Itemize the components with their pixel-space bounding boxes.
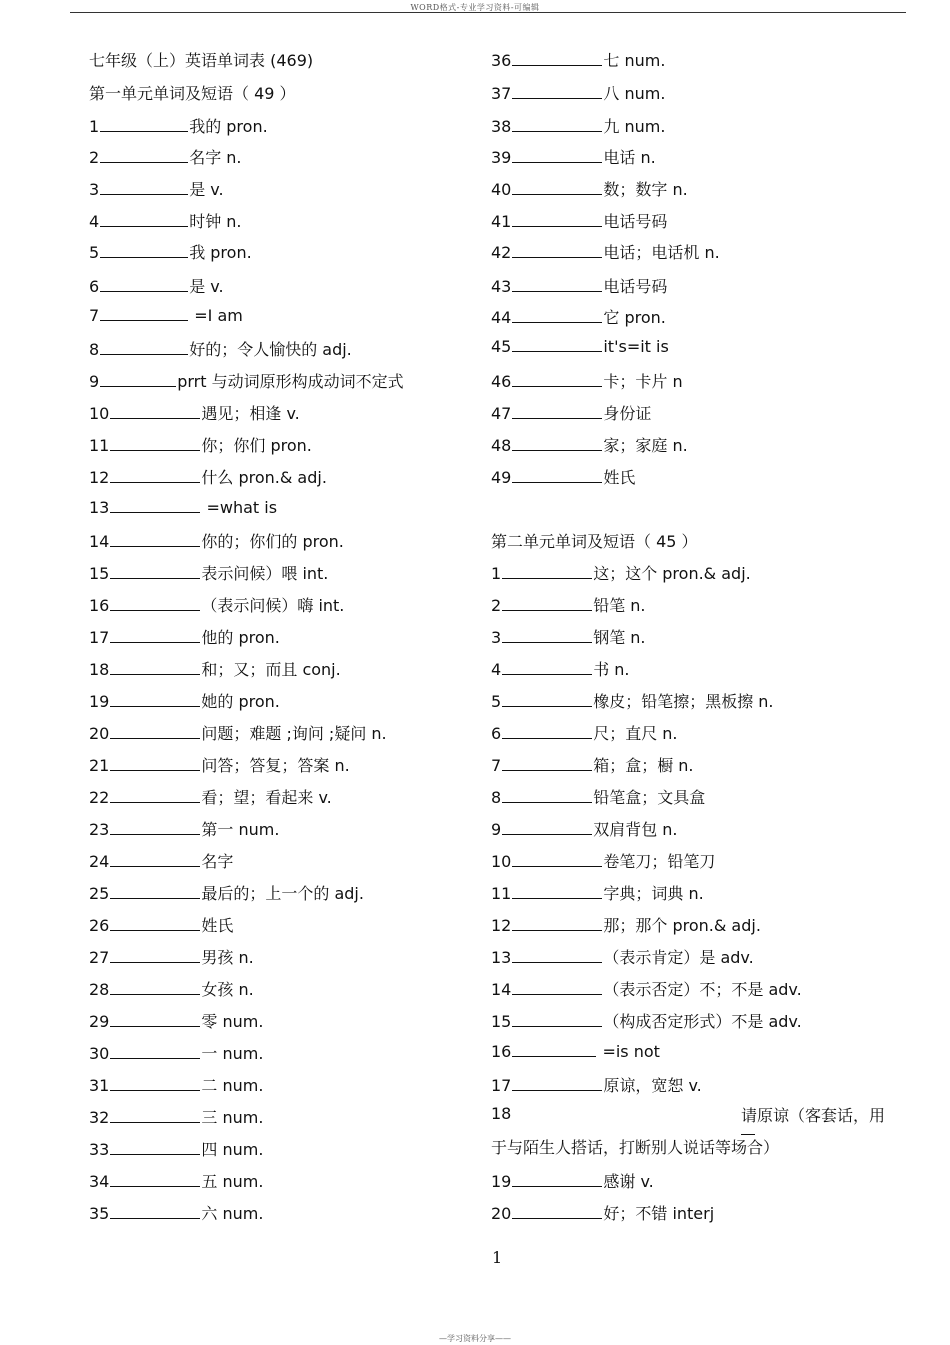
answer-blank[interactable] xyxy=(512,277,602,292)
entry-definition: 数；数字 n. xyxy=(603,180,688,199)
entry-number: 21 xyxy=(89,756,110,775)
vocab-entry xyxy=(491,1204,714,1224)
answer-blank[interactable] xyxy=(110,916,200,931)
answer-blank[interactable] xyxy=(110,1108,200,1123)
entry-number: 13 xyxy=(89,498,110,517)
vocab-entry xyxy=(89,1140,263,1160)
vocab-entry xyxy=(491,468,635,488)
vocab-entry xyxy=(89,916,233,936)
answer-blank[interactable] xyxy=(512,243,602,258)
answer-blank[interactable] xyxy=(100,277,188,292)
entry-definition: 零 num. xyxy=(201,1012,264,1031)
entry-definition: 七 num. xyxy=(603,51,666,70)
entry-definition: 他的 pron. xyxy=(201,628,280,647)
entry-definition: 这；这个 pron.& adj. xyxy=(593,564,751,583)
entry-definition: 我 pron. xyxy=(189,243,252,262)
page-number: 1 xyxy=(492,1248,503,1267)
answer-blank[interactable] xyxy=(512,180,602,195)
entry-number: 31 xyxy=(89,1076,110,1095)
vocab-entry xyxy=(89,692,280,712)
entry-number: 40 xyxy=(491,180,512,199)
entry-number: 11 xyxy=(491,884,512,903)
entry-definition: 四 num. xyxy=(201,1140,264,1159)
entry-number: 30 xyxy=(89,1044,110,1063)
answer-blank[interactable] xyxy=(110,596,200,611)
answer-blank[interactable] xyxy=(502,692,592,707)
entry-definition: 表示问候）喂 int. xyxy=(201,564,329,583)
answer-blank[interactable] xyxy=(512,468,602,483)
answer-blank[interactable] xyxy=(512,1204,602,1219)
answer-blank[interactable] xyxy=(100,180,188,195)
vocab-entry xyxy=(89,1044,263,1064)
vocab-entry xyxy=(491,308,666,328)
entry-number: 2 xyxy=(89,148,100,167)
entry-number: 49 xyxy=(491,468,512,487)
answer-blank[interactable] xyxy=(100,243,188,258)
vocab-entry xyxy=(89,852,233,872)
answer-blank[interactable] xyxy=(512,1042,596,1057)
vocab-entry xyxy=(89,1172,263,1192)
entry-number: 25 xyxy=(89,884,110,903)
answer-blank[interactable] xyxy=(502,724,592,739)
entry-definition: 电话；电话机 n. xyxy=(603,243,720,262)
entry-definition: 什么 pron.& adj. xyxy=(201,468,327,487)
entry-definition: 看；望；看起来 v. xyxy=(201,788,332,807)
entry-number: 5 xyxy=(89,243,100,262)
vocab-entry xyxy=(89,277,224,297)
entry-number: 11 xyxy=(89,436,110,455)
entry-number: 12 xyxy=(89,468,110,487)
entry-number: 37 xyxy=(491,84,512,103)
entry-definition: （构成否定形式）不是 adv. xyxy=(603,1012,802,1031)
entry-definition: 橡皮；铅笔擦；黑板擦 n. xyxy=(593,692,774,711)
vocab-entry xyxy=(89,564,328,584)
answer-blank[interactable] xyxy=(110,404,200,419)
entry-number: 16 xyxy=(491,1042,512,1061)
answer-blank[interactable] xyxy=(110,1204,200,1219)
entry-number: 13 xyxy=(491,948,512,967)
entry-definition: 五 num. xyxy=(201,1172,264,1191)
entry-number: 17 xyxy=(89,628,110,647)
entry-number: 18 xyxy=(89,660,110,679)
answer-blank[interactable] xyxy=(512,1076,602,1091)
entry-number: 3 xyxy=(89,180,100,199)
vocab-entry xyxy=(491,84,665,104)
vocab-entry xyxy=(491,436,688,456)
entry-18-mark xyxy=(741,1134,755,1135)
answer-blank[interactable] xyxy=(512,337,602,352)
vocab-entry xyxy=(89,628,280,648)
vocab-entry xyxy=(89,660,341,680)
entry-definition: 男孩 n. xyxy=(201,948,254,967)
entry-number: 5 xyxy=(491,692,502,711)
vocab-entry xyxy=(491,788,705,808)
answer-blank[interactable] xyxy=(512,980,602,995)
vocab-entry xyxy=(491,1042,660,1062)
answer-blank[interactable] xyxy=(512,148,602,163)
vocab-entry xyxy=(89,724,387,744)
vocab-entry xyxy=(491,1012,802,1032)
answer-blank[interactable] xyxy=(110,1076,200,1091)
vocab-entry xyxy=(491,660,630,680)
entry-number: 15 xyxy=(491,1012,512,1031)
answer-blank[interactable] xyxy=(110,1044,200,1059)
vocab-entry xyxy=(491,372,683,392)
answer-blank[interactable] xyxy=(110,1172,200,1187)
entry-number: 19 xyxy=(491,1172,512,1191)
answer-blank[interactable] xyxy=(110,1140,200,1155)
unit1-heading: 第一单元单词及短语（ 49 ） xyxy=(89,84,296,103)
entry-number: 33 xyxy=(89,1140,110,1159)
vocab-entry xyxy=(89,980,254,1000)
entry-number: 23 xyxy=(89,820,110,839)
entry-definition: 一 num. xyxy=(201,1044,264,1063)
entry-number: 24 xyxy=(89,852,110,871)
vocab-entry xyxy=(89,340,352,360)
vocab-entry xyxy=(491,724,678,744)
vocab-entry xyxy=(89,148,242,168)
answer-blank[interactable] xyxy=(502,628,592,643)
vocab-entry xyxy=(89,306,243,326)
entry-number: 2 xyxy=(491,596,502,615)
vocab-entry xyxy=(491,884,704,904)
entry-definition: 箱；盒；橱 n. xyxy=(593,756,694,775)
answer-blank[interactable] xyxy=(110,1012,200,1027)
entry-number: 7 xyxy=(89,306,100,325)
vocab-entry xyxy=(491,277,667,297)
entry-number: 9 xyxy=(491,820,502,839)
header-divider xyxy=(70,12,906,13)
entry-definition: 三 num. xyxy=(201,1108,264,1127)
entry-number: 19 xyxy=(89,692,110,711)
entry-number: 4 xyxy=(89,212,100,231)
entry-definition: 名字 n. xyxy=(189,148,242,167)
answer-blank[interactable] xyxy=(100,117,188,132)
vocab-entry xyxy=(89,820,279,840)
answer-blank[interactable] xyxy=(512,308,602,323)
entry-number: 14 xyxy=(491,980,512,999)
vocab-entry xyxy=(89,1204,263,1224)
entry-definition: （表示肯定）是 adv. xyxy=(603,948,754,967)
entry-number: 4 xyxy=(491,660,502,679)
answer-blank[interactable] xyxy=(110,788,200,803)
entry-definition: =what is xyxy=(201,498,278,517)
vocab-entry xyxy=(491,180,688,200)
entry-number: 7 xyxy=(491,756,502,775)
answer-blank[interactable] xyxy=(512,372,602,387)
entry-number: 42 xyxy=(491,243,512,262)
vocab-entry xyxy=(491,1172,654,1192)
entry-definition: 二 num. xyxy=(201,1076,264,1095)
entry-definition: 字典；词典 n. xyxy=(603,884,704,903)
entry-definition: 是 v. xyxy=(189,180,224,199)
entry-definition: 八 num. xyxy=(603,84,666,103)
entry-number: 43 xyxy=(491,277,512,296)
entry-definition: 是 v. xyxy=(189,277,224,296)
entry-definition: 电话号码 xyxy=(603,277,668,296)
answer-blank[interactable] xyxy=(110,820,200,835)
entry-number: 17 xyxy=(491,1076,512,1095)
vocab-entry xyxy=(491,756,694,776)
entry-number: 45 xyxy=(491,337,512,356)
entry-number: 1 xyxy=(491,564,502,583)
answer-blank[interactable] xyxy=(110,468,200,483)
entry-definition: 家；家庭 n. xyxy=(603,436,688,455)
entry-number: 36 xyxy=(491,51,512,70)
answer-blank[interactable] xyxy=(512,404,602,419)
vocab-entry xyxy=(491,852,715,872)
entry-number: 16 xyxy=(89,596,110,615)
vocab-entry xyxy=(491,1076,702,1096)
entry-number: 10 xyxy=(491,852,512,871)
vocab-entry xyxy=(89,404,300,424)
vocab-entry xyxy=(89,180,224,200)
vocab-entry xyxy=(89,596,344,616)
answer-blank[interactable] xyxy=(110,660,200,675)
vocab-entry xyxy=(491,948,754,968)
answer-blank[interactable] xyxy=(512,51,602,66)
answer-blank[interactable] xyxy=(110,884,200,899)
entry-18-text-line1: 请原谅（客套话，用 xyxy=(741,1106,886,1125)
answer-blank[interactable] xyxy=(512,117,602,132)
page-header: WORD格式-专业学习资料-可编辑 xyxy=(410,3,540,12)
entry-definition: 感谢 v. xyxy=(603,1172,654,1191)
entry-18-number: 18 xyxy=(491,1104,512,1123)
answer-blank[interactable] xyxy=(502,564,592,579)
entry-number: 12 xyxy=(491,916,512,935)
vocab-entry xyxy=(89,436,312,456)
entry-number: 32 xyxy=(89,1108,110,1127)
entry-number: 14 xyxy=(89,532,110,551)
entry-number: 48 xyxy=(491,436,512,455)
answer-blank[interactable] xyxy=(110,724,200,739)
entry-definition: 你；你们 pron. xyxy=(201,436,312,455)
entry-definition: 卷笔刀；铅笔刀 xyxy=(603,852,716,871)
answer-blank[interactable] xyxy=(110,564,200,579)
vocab-entry xyxy=(89,884,364,904)
entry-number: 6 xyxy=(89,277,100,296)
answer-blank[interactable] xyxy=(512,916,602,931)
vocab-entry xyxy=(89,788,332,808)
answer-blank[interactable] xyxy=(512,212,602,227)
entry-definition: 她的 pron. xyxy=(201,692,280,711)
answer-blank[interactable] xyxy=(100,340,188,355)
vocab-entry xyxy=(89,1012,263,1032)
answer-blank[interactable] xyxy=(110,498,200,513)
answer-blank[interactable] xyxy=(512,1012,602,1027)
vocab-entry xyxy=(89,948,254,968)
entry-definition: 书 n. xyxy=(593,660,630,679)
vocab-entry xyxy=(491,117,665,137)
vocab-entry xyxy=(89,468,327,488)
answer-blank[interactable] xyxy=(110,532,200,547)
entry-number: 26 xyxy=(89,916,110,935)
answer-blank[interactable] xyxy=(100,306,188,321)
entry-definition: 女孩 n. xyxy=(201,980,254,999)
answer-blank[interactable] xyxy=(512,84,602,99)
answer-blank[interactable] xyxy=(100,212,188,227)
answer-blank[interactable] xyxy=(110,628,200,643)
answer-blank[interactable] xyxy=(512,948,602,963)
entry-definition: 身份证 xyxy=(603,404,652,423)
entry-number: 3 xyxy=(491,628,502,647)
entry-number: 35 xyxy=(89,1204,110,1223)
entry-number: 20 xyxy=(491,1204,512,1223)
entry-definition: 好的；令人愉快的 adj. xyxy=(189,340,352,359)
entry-number: 8 xyxy=(89,340,100,359)
entry-number: 44 xyxy=(491,308,512,327)
entry-number: 28 xyxy=(89,980,110,999)
answer-blank[interactable] xyxy=(110,852,200,867)
entry-number: 15 xyxy=(89,564,110,583)
vocab-entry xyxy=(89,372,404,392)
vocab-entry xyxy=(491,337,669,357)
entry-definition: 问答；答复；答案 n. xyxy=(201,756,350,775)
vocab-entry xyxy=(491,596,646,616)
vocab-entry xyxy=(491,148,656,168)
entry-definition: 电话 n. xyxy=(603,148,656,167)
entry-number: 20 xyxy=(89,724,110,743)
entry-definition: 那；那个 pron.& adj. xyxy=(603,916,761,935)
answer-blank[interactable] xyxy=(502,756,592,771)
answer-blank[interactable] xyxy=(502,820,592,835)
vocab-entry xyxy=(491,51,665,71)
entry-definition: 尺；直尺 n. xyxy=(593,724,678,743)
entry-definition: 双肩背包 n. xyxy=(593,820,678,839)
vocab-entry xyxy=(491,564,751,584)
answer-blank[interactable] xyxy=(110,692,200,707)
entry-definition: 姓氏 xyxy=(603,468,636,487)
answer-blank[interactable] xyxy=(502,596,592,611)
vocab-entry xyxy=(491,212,667,232)
entry-definition: （表示否定）不；不是 adv. xyxy=(603,980,802,999)
answer-blank[interactable] xyxy=(100,148,188,163)
answer-blank[interactable] xyxy=(512,884,602,899)
answer-blank[interactable] xyxy=(502,660,592,675)
entry-definition: 最后的；上一个的 adj. xyxy=(201,884,364,903)
entry-number: 46 xyxy=(491,372,512,391)
vocab-entry xyxy=(491,980,802,1000)
vocab-entry xyxy=(491,628,646,648)
entry-number: 8 xyxy=(491,788,502,807)
answer-blank[interactable] xyxy=(512,1172,602,1187)
entry-number: 29 xyxy=(89,1012,110,1031)
entry-definition: =is not xyxy=(597,1042,660,1061)
entry-definition: 原谅，宽恕 v. xyxy=(603,1076,702,1095)
entry-definition: 九 num. xyxy=(603,117,666,136)
vocab-entry xyxy=(491,243,720,263)
entry-definition: 我的 pron. xyxy=(189,117,268,136)
entry-number: 10 xyxy=(89,404,110,423)
document-title: 七年级（上）英语单词表 (469) xyxy=(89,51,314,70)
entry-definition: 第一 num. xyxy=(201,820,280,839)
answer-blank[interactable] xyxy=(110,980,200,995)
page-footer: —学习资料分享—— xyxy=(439,1334,511,1343)
entry-number: 27 xyxy=(89,948,110,967)
vocab-entry xyxy=(89,243,252,263)
entry-definition: it's=it is xyxy=(603,337,669,356)
answer-blank[interactable] xyxy=(110,756,200,771)
answer-blank[interactable] xyxy=(502,788,592,803)
vocab-entry xyxy=(491,820,678,840)
entry-definition: 你的；你们的 pron. xyxy=(201,532,344,551)
entry-number: 41 xyxy=(491,212,512,231)
vocab-entry xyxy=(89,212,242,232)
vocab-entry xyxy=(89,532,344,552)
entry-definition: 铅笔盒；文具盒 xyxy=(593,788,706,807)
entry-definition: 名字 xyxy=(201,852,234,871)
entry-definition: 遇见；相逢 v. xyxy=(201,404,300,423)
unit2-heading: 第二单元单词及短语（ 45 ） xyxy=(491,532,698,551)
vocab-entry xyxy=(89,1076,263,1096)
vocab-entry xyxy=(491,692,774,712)
entry-number: 6 xyxy=(491,724,502,743)
entry-number: 38 xyxy=(491,117,512,136)
entry-definition: 时钟 n. xyxy=(189,212,242,231)
entry-number: 47 xyxy=(491,404,512,423)
entry-18-text-line2: 于与陌生人搭话，打断别人说话等场合） xyxy=(491,1138,780,1157)
vocab-entry xyxy=(89,1108,263,1128)
answer-blank[interactable] xyxy=(110,948,200,963)
answer-blank[interactable] xyxy=(100,372,176,387)
vocab-entry xyxy=(89,756,350,776)
vocab-entry xyxy=(491,404,651,424)
answer-blank[interactable] xyxy=(512,436,602,451)
entry-definition: 钢笔 n. xyxy=(593,628,646,647)
entry-definition: 它 pron. xyxy=(603,308,666,327)
entry-number: 9 xyxy=(89,372,100,391)
vocab-entry xyxy=(491,916,761,936)
entry-definition: 问题；难题 ;询问 ;疑问 n. xyxy=(201,724,387,743)
entry-definition: 铅笔 n. xyxy=(593,596,646,615)
entry-definition: 好；不错 interj xyxy=(603,1204,715,1223)
entry-definition: =I am xyxy=(189,306,243,325)
entry-number: 1 xyxy=(89,117,100,136)
vocab-entry xyxy=(89,117,268,137)
entry-definition: 卡；卡片 n xyxy=(603,372,683,391)
entry-definition: prrt 与动词原形构成动词不定式 xyxy=(177,372,404,391)
entry-number: 39 xyxy=(491,148,512,167)
answer-blank[interactable] xyxy=(512,852,602,867)
entry-number: 34 xyxy=(89,1172,110,1191)
entry-definition: 姓氏 xyxy=(201,916,234,935)
answer-blank[interactable] xyxy=(110,436,200,451)
entry-definition: 六 num. xyxy=(201,1204,264,1223)
entry-definition: （表示问候）嗨 int. xyxy=(201,596,345,615)
entry-number: 22 xyxy=(89,788,110,807)
vocab-entry xyxy=(89,498,277,518)
entry-definition: 电话号码 xyxy=(603,212,668,231)
entry-definition: 和；又；而且 conj. xyxy=(201,660,341,679)
